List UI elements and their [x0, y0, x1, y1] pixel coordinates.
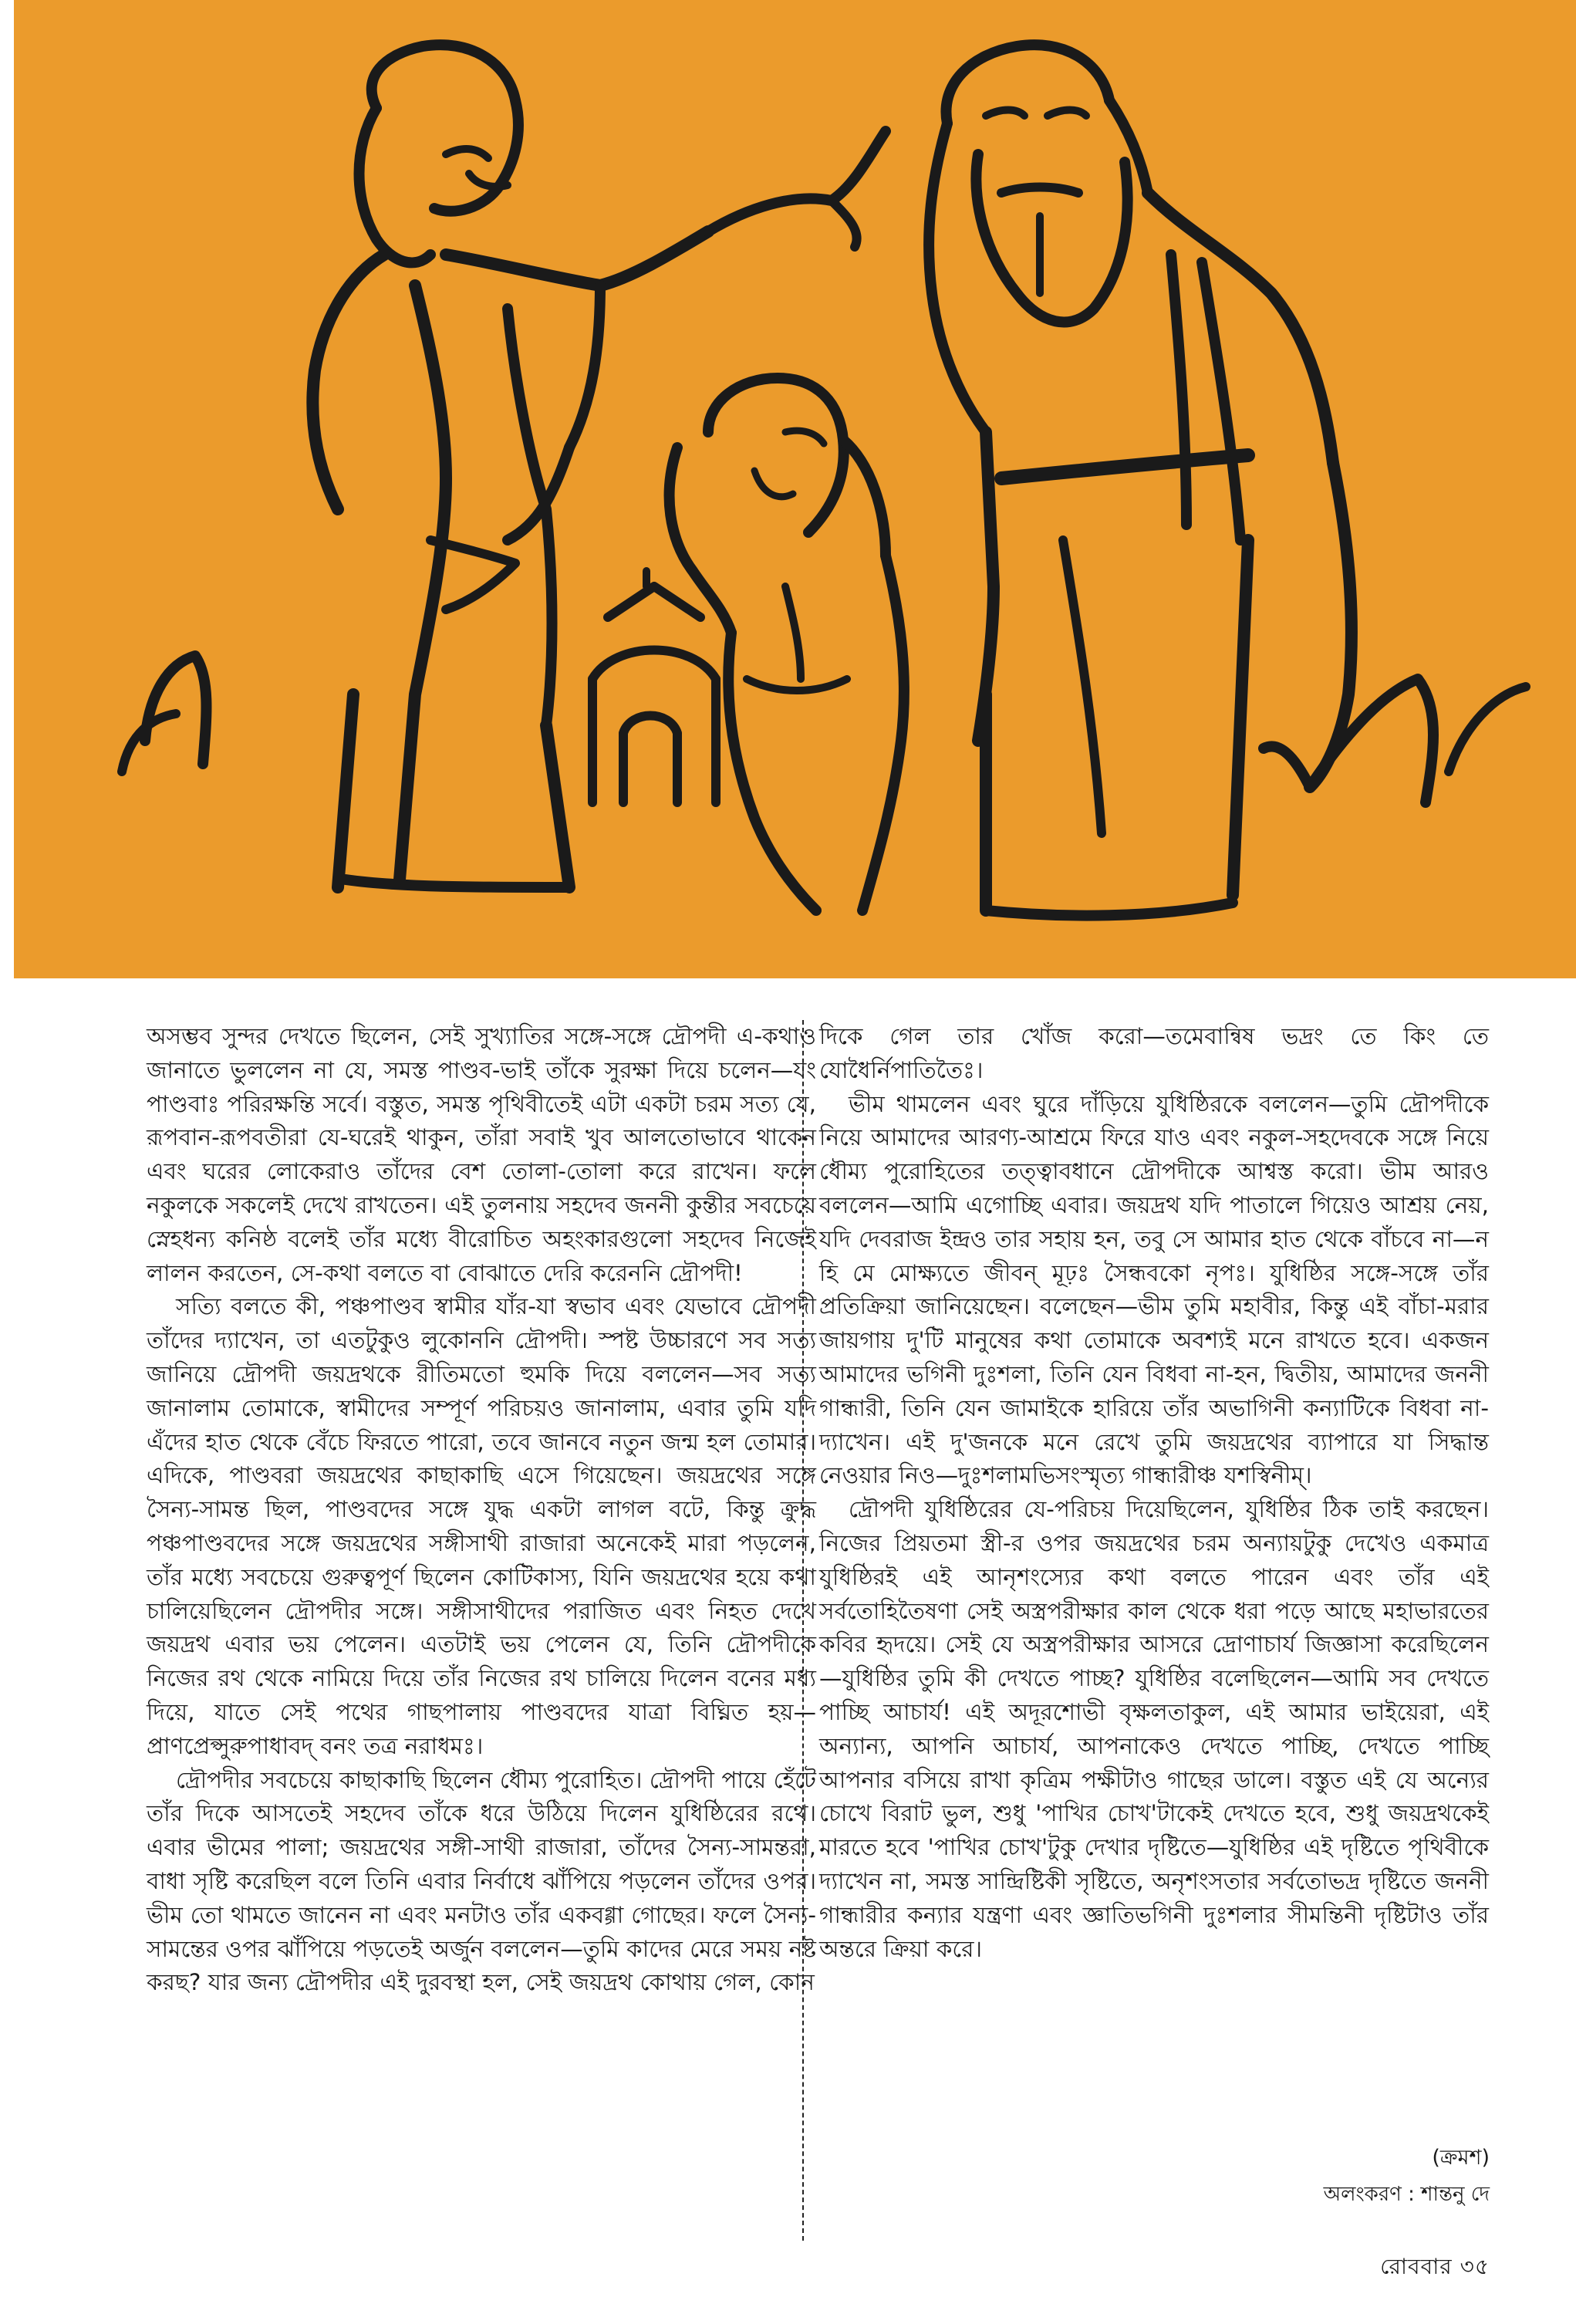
column-divider: [802, 1020, 804, 2241]
illustration: [14, 0, 1576, 978]
page-folio: রোববার ৩৫: [1380, 2254, 1490, 2279]
paragraph: অসম্ভব সুন্দর দেখতে ছিলেন, সেই সুখ্যাতির সঙ্গে-সঙ্গে দ্রৌপদী এ-কথাও জানাতে ভুললেন না যে, সমস্ত পাণ্ডব-ভাই তাঁকে সুরক্ষা দিয়ে চলেন—যং পাণ্ডবাঃ পরিরক্ষন্তি সর্বে। বস্তুত, সমস্ত পৃথিবীতেই এটা একটা চরম সত্য যে, রূপবান-রূপবতীরা যে-ঘরেই থাকুন, তাঁরা সবাই খুব আলতোভাবে থাকেন এবং ঘরের লোকেরাও তাঁদের বেশ তোলা-তোলা করে রাখেন। ফলে নকুলকে সকলেই দেখে রাখতেন। এই তুলনায় সহদেব জননী কুন্তীর সবচেয়ে স্নেহধন্য কনিষ্ঠ বলেই তাঁর মধ্যে বীরোচিত অহংকারগুলো সহদেব নিজেই লালন করতেন, সে-কথা বলতে বা বোঝাতে দেরি করেননি দ্রৌপদী!: [147, 1023, 816, 1286]
paragraph: সত্যি বলতে কী, পঞ্চপাণ্ডব স্বামীর যাঁর-যা স্বভাব এবং যেভাবে দ্রৌপদী তাঁদের দ্যাখেন, তা এতটুকুও লুকোননি দ্রৌপদী। স্পষ্ট উচ্চারণে সব সত্য জানিয়ে দ্রৌপদী জয়দ্রথকে রীতিমতো হুমকি দিয়ে বললেন—সব সত্য জানালাম তোমাকে, স্বামীদের সম্পূর্ণ পরিচয়ও জানালাম, এবার তুমি যদি এঁদের হাত থেকে বেঁচে ফিরতে পারো, তবে জানবে নতুন জন্ম হল তোমার। এদিকে, পাণ্ডবরা জয়দ্রথের কাছাকাছি এসে গিয়েছেন। জয়দ্রথের সঙ্গে সৈন্য-সামন্ত ছিল, পাণ্ডবদের সঙ্গে যুদ্ধ একটা লাগল বটে, কিন্তু ক্রুদ্ধ পঞ্চপাণ্ডবদের সঙ্গে জয়দ্রথের সঙ্গীসাথী রাজারা অনেকেই মারা পড়লেন, তাঁর মধ্যে সবচেয়ে গুরুত্বপূর্ণ ছিলেন কোটিকাস্য, যিনি জয়দ্রথের হয়ে কথা চালিয়েছিলেন দ্রৌপদীর সঙ্গে। সঙ্গীসাথীদের পরাজিত এবং নিহত দেখে জয়দ্রথ এবার ভয় পেলেন। এতটাই ভয় পেলেন যে, তিনি দ্রৌপদীকে নিজের রথ থেকে নামিয়ে দিয়ে তাঁর নিজের রথ চালিয়ে দিলেন বনের মধ্য দিয়ে, যাতে সেই পথের গাছপালায় পাণ্ডবদের যাত্রা বিঘ্নিত হয়—প্রাণপ্রেপ্সুরুপাধাবদ্ বনং তত্র নরাধমঃ।: [147, 1293, 816, 1759]
paragraph: দিকে গেল তার খোঁজ করো—তমেবান্বিষ ভদ্রং তে কিং তে যোধৈর্নিপাতিতৈঃ।: [819, 1023, 1489, 1083]
continued-label: (ক্রমশ): [1432, 2146, 1490, 2170]
paragraph: দ্রৌপদীর সবচেয়ে কাছাকাছি ছিলেন ধৌম্য পুরোহিত। দ্রৌপদী পায়ে হেঁটে তাঁর দিকে আসতেই সহদেব তাঁকে ধরে উঠিয়ে দিলেন যুধিষ্ঠিরের রথে। এবার ভীমের পালা; জয়দ্রথের সঙ্গী-সাথী রাজারা, তাঁদের সৈন্য-সামন্তরা, বাধা সৃষ্টি করেছিল বলে তিনি এবার নির্বাধে ঝাঁপিয়ে পড়লেন তাঁদের ওপর। ভীম তো থামতে জানেন না এবং মনটাও তাঁর একবগ্গা গোছের। ফলে সৈন্য-সামন্তের ওপর ঝাঁপিয়ে পড়তেই অর্জুন বললেন—তুমি কাদের মেরে সময় নষ্ট করছ? যার জন্য দ্রৌপদীর এই দুরবস্থা হল, সেই জয়দ্রথ কোথায় গেল, কোন: [147, 1766, 816, 1996]
article-column-left: [147, 1020, 816, 2000]
article-column-right: [819, 1020, 1489, 1966]
illustration-drawing: [14, 0, 1576, 978]
paragraph: দ্রৌপদী যুধিষ্ঠিরের যে-পরিচয় দিয়েছিলেন, যুধিষ্ঠির ঠিক তাই করছেন। নিজের প্রিয়তমা স্ত্রী-র ওপর জয়দ্রথের চরম অন্যায়টুকু দেখেও একমাত্র যুধিষ্ঠিরই এই আনৃশংস্যের কথা বলতে পারেন এবং তাঁর এই সর্বতোহিতৈষণা সেই অস্ত্রপরীক্ষার কাল থেকে ধরা পড়ে আছে মহাভারতের কবির হৃদয়ে। সেই যে অস্ত্রপরীক্ষার আসরে দ্রোণাচার্য জিজ্ঞাসা করেছিলেন—যুধিষ্ঠির তুমি কী দেখতে পাচ্ছ? যুধিষ্ঠির বলেছিলেন—আমি সব দেখতে পাচ্ছি আচার্য! এই অদূরশোভী বৃক্ষলতাকুল, এই আমার ভাইয়েরা, এই অন্যান্য, আপনি আচার্য, আপনাকেও দেখতে পাচ্ছি, দেখতে পাচ্ছি আপনার বসিয়ে রাখা কৃত্রিম পক্ষীটাও গাছের ডালে। বস্তুত এই যে অন্যের চোখে বিরাট ভুল, শুধু 'পাখির চোখ'টাকেই দেখতে হবে, শুধু জয়দ্রথকেই মারতে হবে 'পাখির চোখ'টুকু দেখার দৃষ্টিতে—যুধিষ্ঠির এই দৃষ্টিতে পৃথিবীকে দ্যাখেন না, সমস্ত সান্দ্রিষ্টিকী সৃষ্টিতে, অনৃশংসতার সর্বতোভদ্র দৃষ্টিতে জননী গান্ধারীর কন্যার যন্ত্রণা এবং জ্ঞাতিভগিনী দুঃশলার সীমন্তিনী দৃষ্টিটাও তাঁর অন্তরে ক্রিয়া করে।: [819, 1496, 1489, 1962]
illustration-credit: অলংকরণ : শান্তনু দে: [1323, 2183, 1490, 2206]
paragraph: ভীম থামলেন এবং ঘুরে দাঁড়িয়ে যুধিষ্ঠিরকে বললেন—তুমি দ্রৌপদীকে নিয়ে আমাদের আরণ্য-আশ্রমে ফিরে যাও এবং নকুল-সহদেবকে সঙ্গে নিয়ে ধৌম্য পুরোহিতের তত্ত্বাবধানে দ্রৌপদীকে আশ্বস্ত করো। ভীম আরও বললেন—আমি এগোচ্ছি এবার। জয়দ্রথ যদি পাতালে গিয়েও আশ্রয় নেয়, যদি দেবরাজ ইন্দ্রও তার সহায় হন, তবু সে আমার হাত থেকে বাঁচবে না—ন হি মে মোক্ষ্যতে জীবন্ মূঢ়ঃ সৈন্ধবকো নৃপঃ। যুধিষ্ঠির সঙ্গে-সঙ্গে তাঁর প্রতিক্রিয়া জানিয়েছেন। বলেছেন—ভীম তুমি মহাবীর, কিন্তু এই বাঁচা-মরার জায়গায় দু'টি মানুষের কথা তোমাকে অবশ্যই মনে রাখতে হবে। একজন আমাদের ভগিনী দুঃশলা, তিনি যেন বিধবা না-হন, দ্বিতীয়, আমাদের জননী গান্ধারী, তিনি যেন জামাইকে হারিয়ে তাঁর অভাগিনী কন্যাটিকে বিধবা না-দ্যাখেন। এই দু'জনকে মনে রেখে তুমি জয়দ্রথের ব্যাপারে যা সিদ্ধান্ত নেওয়ার নিও—দুঃশলামভিসংস্মৃত্য গান্ধারীঞ্চ যশস্বিনীম্।: [819, 1090, 1489, 1489]
